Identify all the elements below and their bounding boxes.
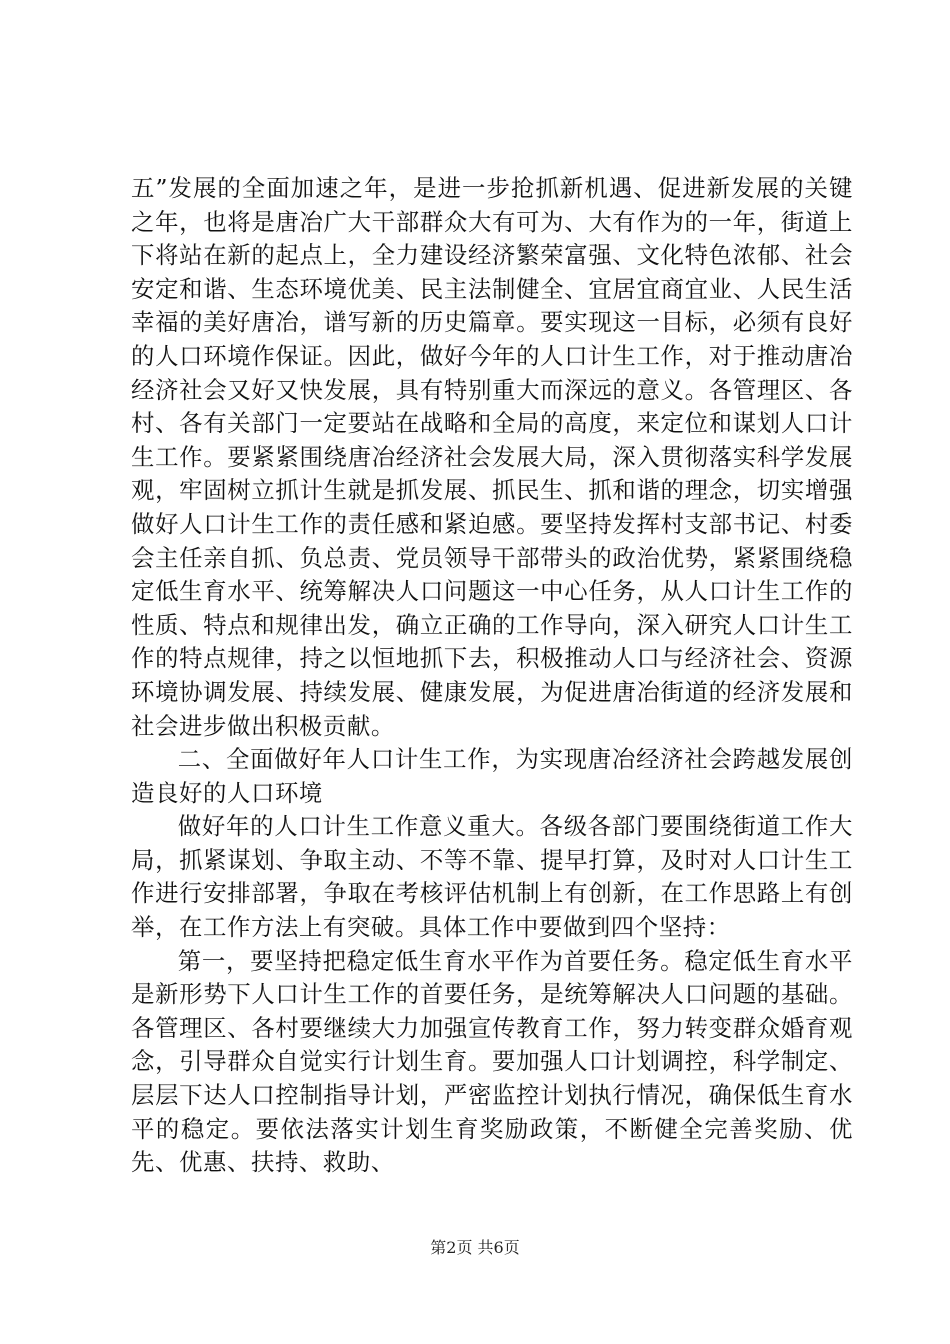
- paragraph-1: 五”发展的全面加速之年，是进一步抢抓新机遇、促进新发展的关键之年，也将是唐冶广大干部群众大有可为、大有作为的一年，街道上下将站在新的起点上，全力建设经济繁荣富强、文化特色浓郁、社会安定和谐、生态环境优美、民主法制健全、宜居宜商宜业、人民生活幸福的美好唐冶，谱写新的历史篇章。要实现这一目标，必须有良好的人口环境作保证。因此，做好今年的人口计生工作，对于推动唐冶经济社会又好又快发展，具有特别重大而深远的意义。各管理区、各村、各有关部门一定要站在战略和全局的高度，来定位和谋划人口计生工作。要紧紧围绕唐冶经济社会发展大局，深入贯彻落实科学发展观，牢固树立抓计生就是抓发展、抓民生、抓和谐的理念，切实增强做好人口计生工作的责任感和紧迫感。要坚持发挥村支部书记、村委会主任亲自抓、负总责、党员领导干部带头的政治优势，紧紧围绕稳定低生育水平、统筹解决人口问题这一中心任务，从人口计生工作的性质、特点和规律出发，确立正确的工作导向，深入研究人口计生工作的特点规律，持之以恒地抓下去，积极推动人口与经济社会、资源环境协调发展、持续发展、健康发展，为促进唐冶街道的经济发展和社会进步做出积极贡献。: [131, 174, 853, 740]
- paragraph-3: 第一，要坚持把稳定低生育水平作为首要任务。稳定低生育水平是新形势下人口计生工作的首要任务，是统筹解决人口问题的基础。各管理区、各村要继续大力加强宣传教育工作，努力转变群众婚育观念，引导群众自觉实行计划生育。要加强人口计划调控，科学制定、层层下达人口控制指导计划，严密监控计划执行情况，确保低生育水平的稳定。要依法落实计划生育奖励政策，不断健全完善奖励、优先、优惠、扶持、救助、: [131, 946, 853, 1177]
- page-number-footer: 第2页 共6页: [430, 1238, 520, 1257]
- document-body: [131, 172, 853, 1180]
- section-heading: 二、全面做好年人口计生工作，为实现唐冶经济社会跨越发展创造良好的人口环境: [131, 745, 853, 807]
- paragraph-2: 做好年的人口计生工作意义重大。各级各部门要围绕街道工作大局，抓紧谋划、争取主动、不等不靠、提早打算，及时对人口计生工作进行安排部署，争取在考核评估机制上有创新，在工作思路上有创举，在工作方法上有突破。具体工作中要做到四个坚持：: [131, 812, 853, 942]
